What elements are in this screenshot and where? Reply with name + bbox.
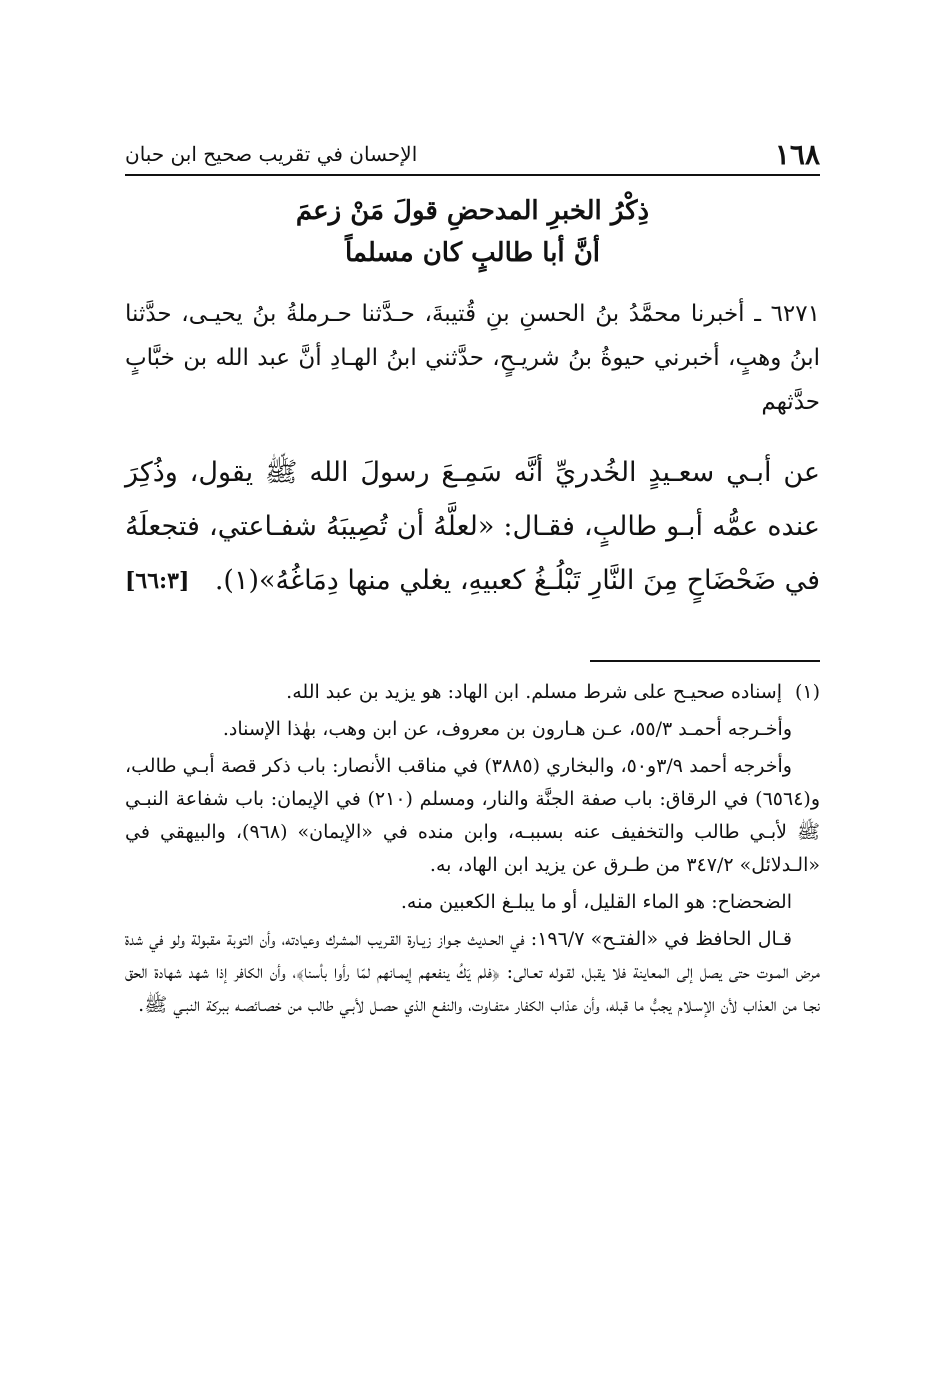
chapter-heading-line-1: ذِكْرُ الخبرِ المدحضِ قولَ مَنْ زعمَ: [295, 196, 650, 226]
footnote-text-1: إسناده صحيـح على شرط مسلم. ابن الهاد: هو يزيد بن عبد الله.: [286, 681, 782, 703]
page-number: ١٦٨: [774, 138, 820, 171]
footnote-marker: (١): [794, 681, 820, 703]
footnote-paragraph-4: الضحضاح: هو الماء القليل، أو ما يبلـغ الكعبين منه.: [400, 891, 792, 913]
footnote-paragraph-2: وأخـرجه أحمـد ٥٥/٣، عـن هـارون بن معروف، عن ابن وهب، بهٰذا الإسناد.: [222, 718, 792, 740]
document-page: [125, 0, 820, 1375]
chapter-heading: [125, 190, 820, 274]
footnote-paragraph-3: وأخرجه أحمد ٣/٩و٥٠، والبخاري (٣٨٨٥) في مناقب الأنصار: باب ذكر قصة أبـي طالب، و(٦٥٦٤) في الرقاق: باب صفة الجنَّة والنار، ومسلم (٢١٠) في الإيمان: باب شفاعة النبـي ﷺ لأبـي طالب والتخفيف عنه بسببـه، وابن منده في «الإيمان» (٩٦٨)، والبيهقي في «الـدلائل» ٣٤٧/٢ من طـرق عن يزيد ابن الهاد، به.: [125, 755, 820, 876]
hadith-matn-block: [125, 446, 820, 608]
hadith-isnad: ٦٢٧١ ـ أخبرنا محمَّدُ بنُ الحسنِ بنِ قُتيبةَ، حـدَّثنا حـرملةُ بنُ يحيـى، حدَّثنا ابنُ وهبٍ، أخبرني حيوةُ بنُ شريـحٍ، حدَّثني ابنُ الهـادِ أنَّ عبد الله بن خبَّابٍ حدَّثهم: [125, 301, 820, 415]
hadith-reference: [٦٦:٣]: [125, 568, 190, 594]
chapter-heading-line-2: أنَّ أبا طالبٍ كان مسلماً: [344, 238, 601, 268]
book-title: الإحسان في تقريب صحيح ابن حبان: [125, 142, 418, 166]
footnote-paragraph-5: قـال الحافظ في «الفتـح» ١٩٦/٧: في الحـديث جـواز زيـارة القـريب المشرك وعيادته، وأن التوبة مقبولة ولو في شدة مرض المـوت حتى يصل إلى المعاينة فلا يقبل، لقـوله تعـالى: ﴿فلم يَكُ ينفعهم إيمـانهم لمّا رأوا بأسنا﴾، وأن الكافر إذا شهد شهادة الحق نجـا من العذاب لأن الإسـلام يجبُّ ما قبله، وأن عذاب الكفار متفـاوت، والنفـع الذي حصـل لأبـي طالب من خصـائصـه ببركة النبـي ﷺ.: [125, 928, 820, 1016]
hadith-matn: عن أبـي سعـيدٍ الخُدريِّ أنَّه سَمِـعَ رسولَ الله ﷺ يقول، وذُكِرَ عنده عمُّه أبـو طالبٍ، فقـال: «لعلَّهُ أن تُصِيبَهُ شفـاعتي، فتجعلَهُ في ضَحْضَاحٍ مِنَ النَّارِ تَبْلُـغُ كعبيهِ، يغلي منها دِمَاغُهُ»(١).: [125, 457, 820, 596]
running-header: [125, 130, 820, 176]
footnote-divider: [590, 660, 820, 662]
footnotes: [125, 676, 820, 1026]
footnote-paragraph-1: [125, 676, 820, 709]
